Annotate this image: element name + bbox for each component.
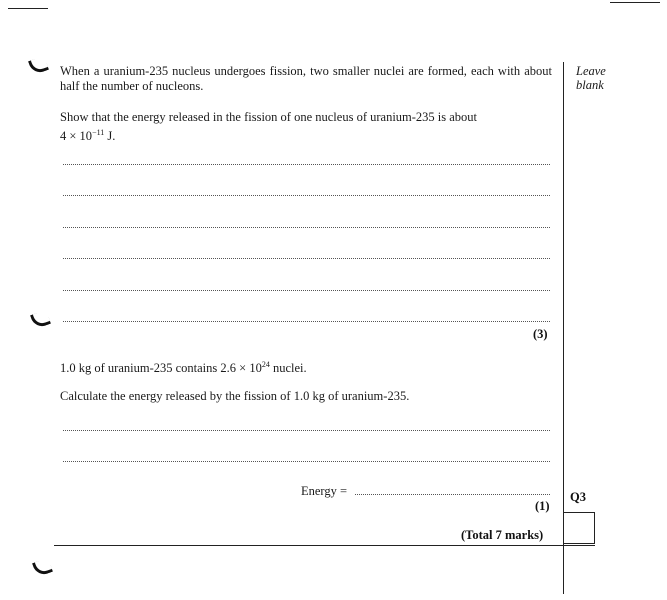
answer-line[interactable] [63, 321, 550, 322]
answer-line[interactable] [63, 164, 550, 165]
statement-text-end: nuclei. [269, 361, 307, 376]
top-right-rule [610, 2, 660, 3]
value-unit: J. [104, 129, 116, 144]
blank-label-line: blank [576, 78, 604, 92]
part-a-marks: (3) [533, 327, 548, 341]
part-b-marks: (1) [535, 499, 550, 513]
part-a-value [60, 129, 115, 143]
top-left-rule [8, 8, 48, 9]
statement-text: 1.0 kg of uranium-235 contains 2.6 × 10 [60, 361, 262, 376]
energy-answer-field[interactable] [355, 494, 550, 495]
answer-line[interactable] [63, 290, 550, 291]
part-a-prompt-text: Show that the energy released in the fission of one nucleus of uranium-235 is about [60, 110, 478, 124]
scan-mark [32, 558, 53, 578]
answer-line[interactable] [63, 430, 550, 431]
part-b-prompt: Calculate the energy released by the fission of 1.0 kg of uranium-235. [60, 389, 410, 403]
leave-label-line: Leave [576, 64, 606, 78]
examiner-mark-box[interactable] [563, 512, 595, 544]
part-b-statement [60, 357, 307, 376]
value-base: 4 × 10 [60, 129, 93, 144]
answer-line[interactable] [63, 258, 550, 259]
value-exponent: −11 [92, 128, 105, 137]
scan-mark [28, 56, 49, 76]
answer-line[interactable] [63, 227, 550, 228]
part-a-prompt [60, 110, 552, 144]
question-number-label: Q3 [570, 490, 586, 504]
total-marks: (Total 7 marks) [461, 528, 544, 542]
question-intro: When a uranium-235 nucleus undergoes fission, two smaller nuclei are formed, each with about half the number of nucleons. [60, 64, 552, 93]
statement-exponent: 24 [261, 360, 270, 369]
answer-line[interactable] [63, 461, 550, 462]
scan-mark [30, 310, 51, 330]
answer-line[interactable] [63, 195, 550, 196]
energy-label: Energy = [301, 484, 348, 498]
leave-blank-label [576, 64, 606, 92]
total-marks-rule [54, 545, 595, 546]
